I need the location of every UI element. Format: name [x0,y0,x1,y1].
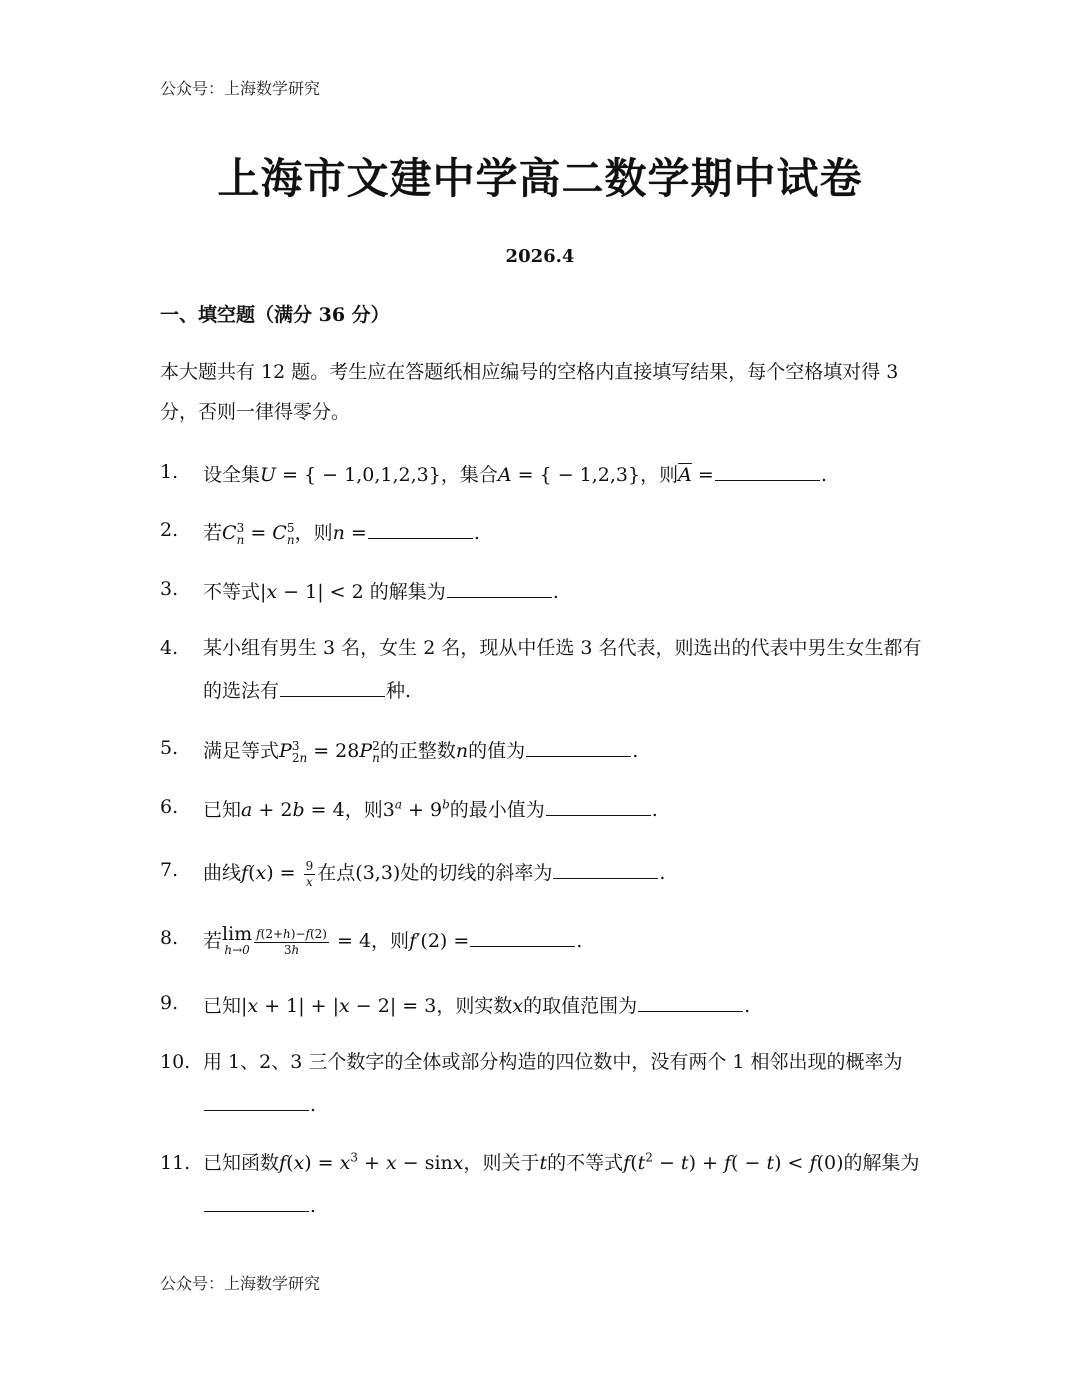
answer-blank[interactable] [546,787,651,816]
question-11: 11. 已知函数$f(x) = x^3 + x - \sin x$，则关于t的不等式$f(t^2 - t) + f( - t) < f(0)$的解集为. [160,1143,940,1226]
section-instructions: 本大题共有 12 题。考生应在答题纸相应编号的空格内直接填写结果，每个空格填对得 3 分，否则一律得零分。 [160,361,899,423]
answer-blank[interactable] [553,850,658,879]
question-number: 7. [160,859,179,881]
question-8: 8. 若 lim h→0 $\frac{f(2+h)-f(2)}{3h}$ = 4，则f′(2) = . [160,918,940,961]
question-number: 6. [160,796,179,818]
question-5: 5. 满足等式P 3 2n = 28P 2 n 的正整数n的值为 . [160,728,940,771]
question-9: 9. 已知|x + 1| + |x − 2| = 3，则实数x的取值范围为 . [160,983,940,1026]
question-number: 10. [160,1051,191,1073]
section-heading: 一、填空题（满分 36 分） [160,304,390,326]
question-number: 1. [160,461,179,483]
answer-blank[interactable] [470,918,575,947]
question-7: 7. 曲线f(x) = $\frac{9}{x}$ 在点(3,3)处的切线的斜率为 . [160,850,940,893]
question-2: 2. 若C 3 n = C 5 n ，则n = . [160,510,940,553]
answer-blank[interactable] [368,510,473,539]
question-number: 4. [160,637,179,659]
answer-blank[interactable] [204,1082,309,1111]
question-6: 6. 已知a + 2b = 4，则$3^a + 9^b$的最小值为 . [160,787,940,830]
exam-date: 2026.4 [505,246,575,267]
answer-blank[interactable] [280,668,385,697]
question-1: 1. 设全集U = { − 1,0,1,2,3}，集合A = { − 1,2,3}，则$\overline{A}$ = . [160,452,940,495]
question-number: 8. [160,927,179,949]
header-source: 公众号：上海数学研究 [160,79,321,98]
answer-blank[interactable] [638,983,743,1012]
page-title: 上海市文建中学高二数学期中试卷 [217,154,863,203]
answer-blank[interactable] [715,452,820,481]
question-number: 5. [160,737,179,759]
footer-source: 公众号：上海数学研究 [160,1274,321,1293]
question-10: 10. 用 1、2、3 三个数字的全体或部分构造的四位数中，没有两个 1 相邻出现的概率为. [160,1042,940,1125]
question-number: 2. [160,519,179,541]
question-3: 3. 不等式|x − 1| < 2 的解集为 . [160,569,940,612]
question-number: 11. [160,1152,191,1174]
question-number: 9. [160,992,179,1014]
answer-blank[interactable] [204,1183,309,1212]
answer-blank[interactable] [447,569,552,598]
question-4: 4. 某小组有男生 3 名，女生 2 名，现从中任选 3 名代表，则选出的代表中男生女生都有的选法有 种. [160,628,940,711]
question-number: 3. [160,578,179,600]
answer-blank[interactable] [526,728,631,757]
